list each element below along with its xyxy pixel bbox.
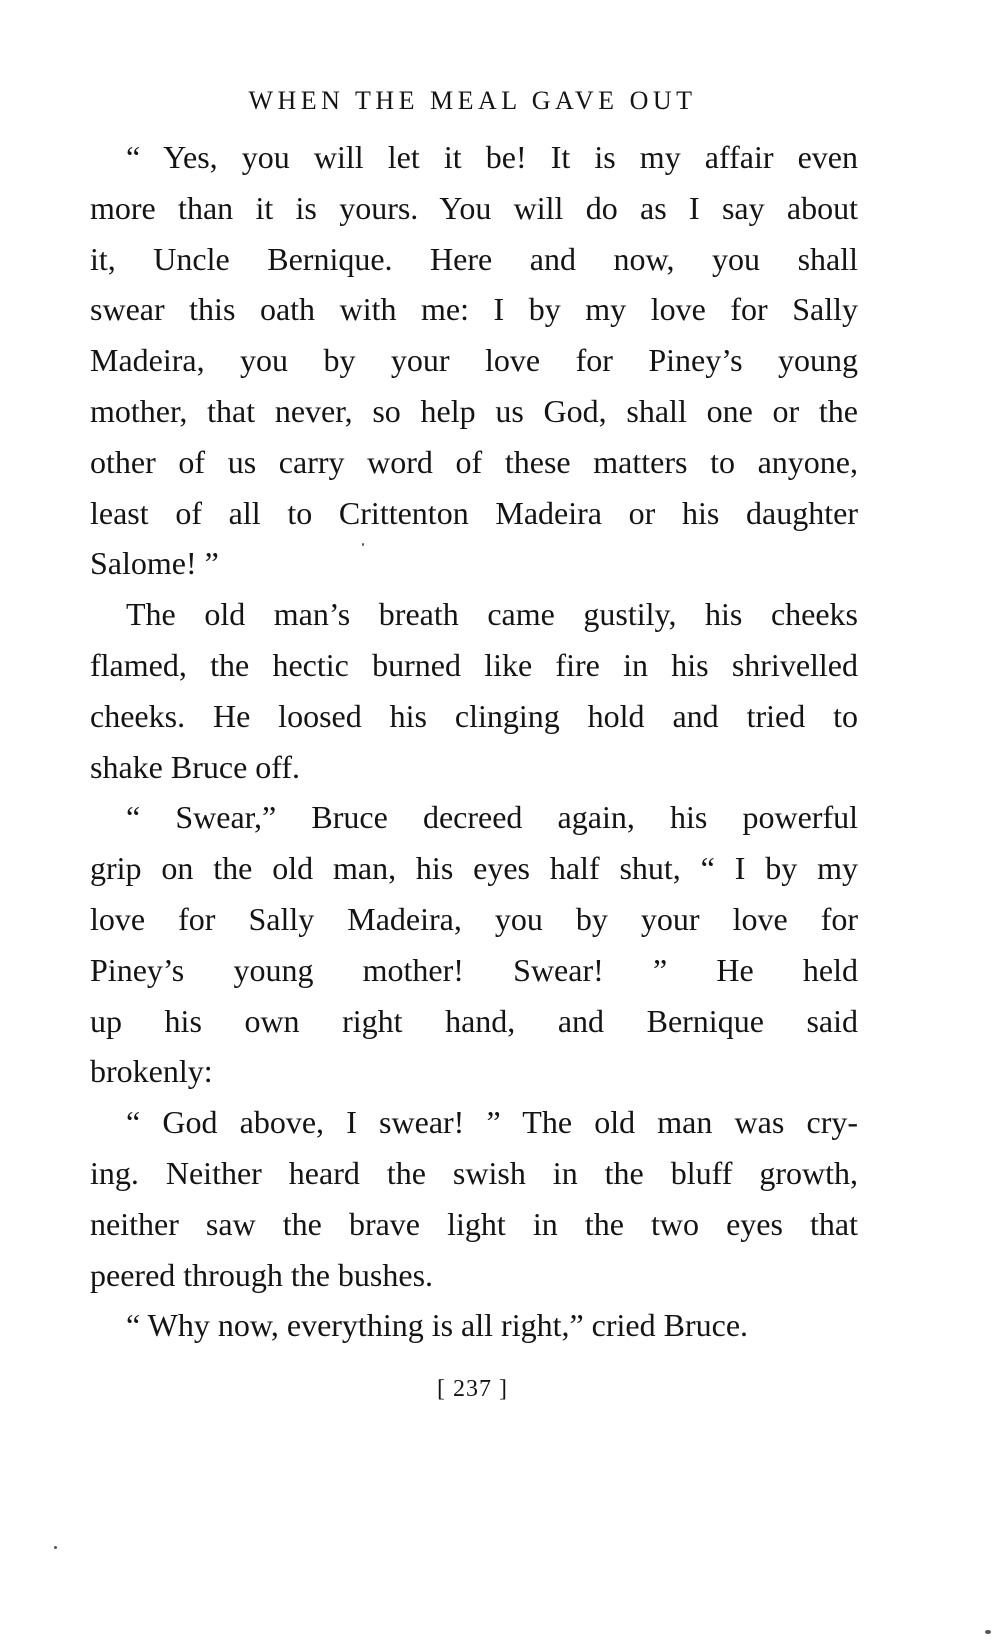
- text-line: swear this oath with me: I by my love for Sally: [90, 291, 858, 328]
- text-line: it, Uncle Bernique. Here and now, you shall: [90, 240, 858, 277]
- scan-speck: [362, 543, 364, 546]
- text-line: Salome! ”: [90, 545, 219, 582]
- text-line: “ Swear,” Bruce decreed again, his powerful: [126, 799, 858, 836]
- text-line: least of all to Crittenton Madeira or his daughter: [90, 494, 858, 531]
- scan-speck: [985, 1630, 991, 1634]
- running-head: WHEN THE MEAL GAVE OUT: [248, 86, 697, 115]
- text-line: The old man’s breath came gustily, his cheeks: [126, 596, 858, 633]
- text-line: peered through the bushes.: [90, 1256, 434, 1293]
- text-line: Piney’s young mother! Swear! ” He held: [90, 951, 858, 988]
- text-line: brokenly:: [90, 1053, 213, 1090]
- text-line: up his own right hand, and Bernique said: [90, 1002, 858, 1039]
- text-line: grip on the old man, his eyes half shut, “ I by my: [90, 850, 858, 887]
- text-line: ing. Neither heard the swish in the bluff growth,: [90, 1154, 858, 1191]
- text-line: Madeira, you by your love for Piney’s young: [90, 342, 858, 379]
- text-line: shake Bruce off.: [90, 748, 300, 785]
- text-line: other of us carry word of these matters to anyone,: [90, 443, 858, 480]
- scan-speck: [54, 1546, 57, 1549]
- text-line: “ God above, I swear! ” The old man was cry-: [126, 1104, 858, 1141]
- text-line: love for Sally Madeira, you by your love for: [90, 900, 858, 937]
- text-line: “ Why now, everything is all right,” cried Bruce.: [126, 1307, 749, 1344]
- text-line: “ Yes, you will let it be! It is my affair even: [126, 139, 858, 175]
- text-line: flamed, the hectic burned like fire in his shrivelled: [90, 646, 858, 683]
- body-text: [90, 132, 858, 1351]
- text-line: more than it is yours. You will do as I say about: [90, 189, 858, 226]
- page-number: [ 237 ]: [437, 1376, 508, 1402]
- text-line: cheeks. He loosed his clinging hold and tried to: [90, 697, 858, 734]
- text-line: mother, that never, so help us God, shall one or the: [90, 392, 858, 429]
- text-line: neither saw the brave light in the two eyes that: [90, 1205, 858, 1242]
